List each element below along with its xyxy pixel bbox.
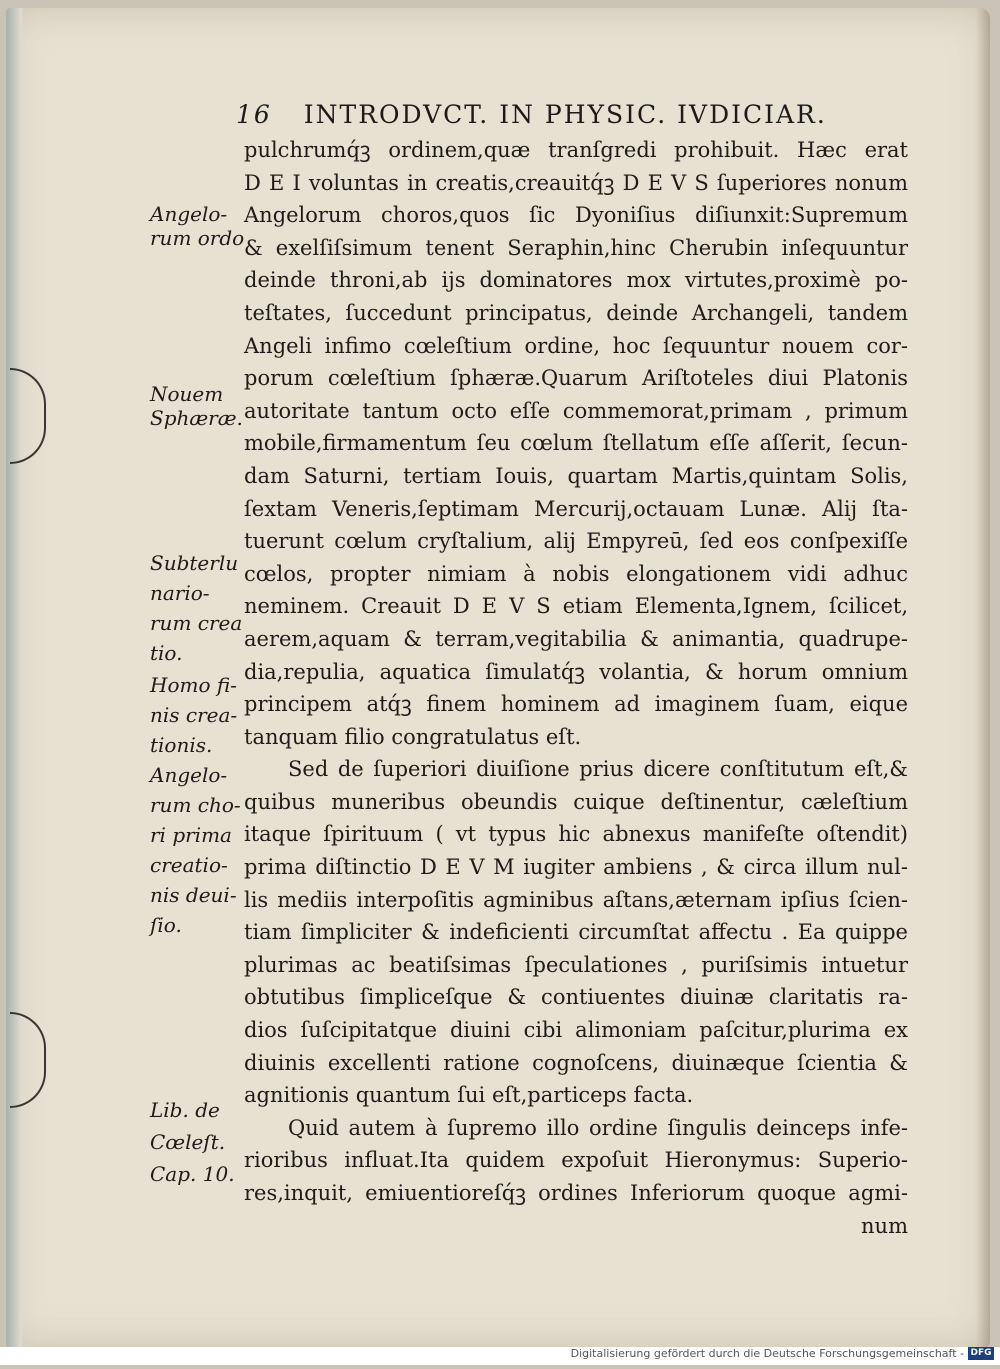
text-line: & exelſiſsimum tenent Seraphin,hinc Cherubin inſequuntur — [244, 235, 908, 260]
running-title: INTRODVCT. IN PHYSIC. IVDICIAR. — [303, 100, 827, 129]
text-line: itaque ſpirituum ( vt typus hic abnexus manifeſte oſtendit) — [244, 822, 908, 847]
text-line: Angeli infimo cœleſtium ordine, hoc ſequuntur nouem cor- — [244, 333, 908, 358]
text-line: diuinis excellenti ratione cognoſcens, diuinæque ſcientia & — [244, 1050, 908, 1075]
text-line: porum cœleſtium ſphæræ.Quarum Ariſtoteles diui Platonis — [244, 366, 908, 391]
text-line: dios ſuſcipitatque diuini cibi alimoniam paſcitur,plurima ex — [244, 1018, 908, 1043]
margin-note-homo-finis: Homo fi- nis crea- tionis. — [150, 673, 238, 757]
text-line: deinde throni,ab ijs dominatores mox virtutes,proximè po- — [244, 268, 908, 293]
page-number: 16 — [236, 100, 272, 129]
text-line: tanquam filio congratulatus eſt. — [244, 724, 582, 749]
text-line: rioribus influat.Ita quidem expoſuit Hieronymus: Superio- — [244, 1148, 908, 1173]
text-line: quibus muneribus obeundis cuique deſtinentur, cæleſtium — [244, 789, 908, 814]
binding-stitch — [10, 368, 46, 464]
text-line: res,inquit, emiuentioreſq́ꝫ ordines Inferiorum quoque agmi- — [244, 1181, 908, 1205]
text-line: teſtates, ſuccedunt principatus, deinde Archangeli, tandem — [244, 300, 908, 325]
margin-note-nouem-sphaerae: Nouem Sphæræ. — [150, 382, 243, 430]
text-line: ſextam Veneris,ſeptimam Mercurij,octauam Lunæ. Alij ſta- — [244, 496, 908, 521]
text-line: obtutibus ſimpliceſque & contiuentes diuinæ claritatis ra- — [244, 985, 908, 1010]
margin-note-lib-de-coelest: Lib. de Cœleſt. Cap. 10. — [150, 1098, 235, 1186]
binding-stitch — [10, 1012, 46, 1108]
text-line: dam Saturni, tertiam Iouis, quartam Martis,quintam Solis, — [244, 463, 908, 488]
margin-note-angelorum-ordo: Angelo- rum ordo — [150, 202, 245, 250]
text-line: autoritate tantum octo eſſe commemorat,primam , primum — [244, 398, 908, 423]
dfg-logo: DFG — [968, 1347, 994, 1360]
text-line: dia,repulia, aquatica ſimulatq́ꝫ volantia, & horum omnium — [244, 659, 908, 684]
margin-note-angelorum-chori: Angelo- rum cho- ri prima creatio- nis deui- ſio. — [150, 763, 241, 937]
text-line: agnitionis quantum ſui eſt,particeps facta. — [244, 1083, 694, 1108]
text-line: Quid autem à ſupremo illo ordine ſingulis deinceps infe- — [288, 1115, 908, 1140]
running-header — [236, 100, 856, 129]
page-spine — [6, 8, 22, 1348]
text-line: tiam ſimpliciter & indeficienti circumſtat affectu . Ea quippe — [244, 920, 908, 945]
text-line: pulchrumq́ꝫ ordinem,quæ tranſgredi prohibuit. Hæc erat — [244, 138, 908, 162]
text-line: lis mediis interpoſitis agminibus aſtans,æternam ipſius ſcien- — [244, 887, 908, 912]
text-line: plurimas ac beatiſsimas ſpeculationes , puriſsimis intuetur — [244, 952, 908, 977]
text-line: cœlos, propter nimiam à nobis elongationem vidi adhuc — [244, 561, 908, 586]
catchword: num — [861, 1213, 908, 1238]
margin-note-subterlunariorum: Subterlu nario- rum crea tio. — [150, 551, 243, 665]
text-line: D E I voluntas in creatis,creauitq́ꝫ D E V S ſuperiores nonum — [244, 170, 908, 195]
text-line: neminem. Creauit D E V S etiam Elementa,Ignem, ſcilicet, — [244, 594, 908, 619]
body-text — [244, 134, 908, 1242]
text-line: mobile,firmamentum ſeu cœlum ſtellatum eſſe aſſerit, ſecun- — [244, 431, 908, 456]
page-edge-shadow — [976, 8, 990, 1348]
text-line: Sed de ſuperiori diuiſione prius dicere conſtitutum eſt,& — [288, 757, 908, 782]
text-line: Angelorum choros,quos ſic Dyoniſius diſiunxit:Supremum — [244, 203, 908, 228]
text-line: aerem,aquam & terram,vegitabilia & animantia, quadrupe- — [244, 626, 908, 651]
digitization-note: Digitalisierung gefördert durch die Deutsche Forschungsgemeinschaft - — [570, 1347, 964, 1360]
text-line: principem atq́ꝫ finem hominem ad imaginem ſuam, eique — [244, 692, 908, 717]
text-line: tuerunt cœlum cryſtalium, alij Empyreū, ſed eos conſpexiſſe — [244, 529, 908, 554]
digitization-footer — [0, 1347, 1000, 1365]
text-line: prima diſtinctio D E V M iugiter ambiens , & circa illum nul- — [244, 855, 908, 880]
